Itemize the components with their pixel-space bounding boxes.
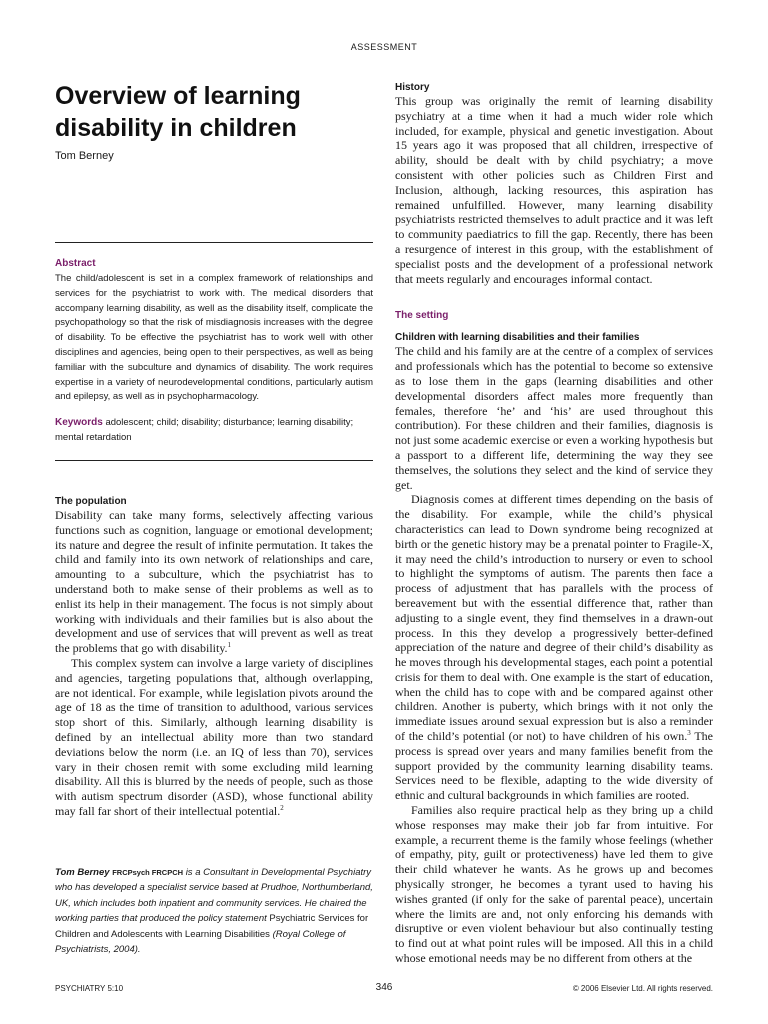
- abstract-block: [55, 258, 373, 446]
- abstract-text: The child/adolescent is set in a complex framework of relationships and services for the psychiatrist to work with. The medical disorders that accompany learning disability, as well as the disability itself, complicate the psychopathology so that the risk of misdiagnosis increases with the degree of disability. To be effective the psychiatrist has to work well with other disciplines and agencies, being open to their perspectives, as well as being familiar with the subculture and dynamics of disability. The work requires expertise in a variety of neurodevelopmental conditions, particularly autism and epilepsy, as well as in psychopharmacology.: [55, 273, 373, 403]
- setting-paragraph-1: The child and his family are at the centre of a complex of services and professionals which has the potential to become so extensive as to lose them in the gaps (learning disabilities and other developmental disorders affect males more frequently than females, therefore ‘he’ and ‘his’ are used throughout this contribution). For these children and their families, diagnosis is not just some academic exercise or even a working hypothesis but a passport to a different life, determining the way they see themselves, the solutions they select and the kind of service they get.: [395, 344, 713, 492]
- abstract-heading: Abstract: [55, 258, 96, 269]
- setting-paragraph-3: Families also require practical help as they bring up a child whose responses may make their job far from intuitive. For example, a recurrent theme is the family whose feelings (whether of empathy, pity, guilt or protectiveness) have led them to give their child whatever he wants. As he grows up and becomes physically stronger, he becomes a tyrant used to having his wishes granted (if only for the sake of parental peace), uncertain where the limits are and, not only enforcing his demands with disruptive or even violent behaviour but also continually testing to find out at what point rules will be imposed. All this in a child whose emotional needs may be no different from others at the: [395, 803, 713, 966]
- author-bio: [55, 865, 373, 957]
- right-column: [395, 82, 713, 966]
- setting-paragraph-2-text-b: The process is spread over years and many families benefit from the support provided by the community learning disability teams. Services need to be flexible, adapting to the wide diversity of ethnic and cultural backgrounds in which families are rooted.: [395, 729, 713, 803]
- article-title: Overview of learning disability in children: [55, 82, 301, 142]
- footer-copyright: © 2006 Elsevier Ltd. All rights reserved.: [572, 984, 713, 993]
- population-heading: The population: [55, 496, 127, 507]
- reference-1: 1: [227, 641, 232, 650]
- bio-text-1: is a Consultant in Developmental Psychiatry who has developed a specialist service based at Prudhoe, Northumberland, UK, which includes both inpatient and community services. He chaired the working parties that produced the policy statement: [55, 867, 373, 925]
- keywords-line: [55, 416, 373, 446]
- population-paragraph-2: [55, 656, 373, 819]
- bio-qualifications: FRCPsych FRCPCH: [112, 868, 184, 877]
- bio-text-2: (Royal College of Psychiatrists, 2004).: [55, 928, 346, 956]
- left-column: [55, 496, 373, 819]
- author-name: Tom Berney: [55, 150, 114, 162]
- page-number: 346: [375, 982, 393, 993]
- setting-paragraph-2: [395, 492, 713, 803]
- abstract-bottom-rule: [55, 460, 373, 461]
- footer-journal: PSYCHIATRY 5:10: [55, 984, 124, 993]
- population-paragraph-1-text: Disability can take many forms, selectively affecting various functions such as cognition, language or emotional development; its nature and degree the result of infinite permutation. It takes the child and family into its own network of relationships and care, amounting to a subculture, which the psychiatrist has to understand both to make sense of their problems as well as to enlist its help in their management. The focus is not simply about working with individuals and their families but is also about the development and use of services that will prevent as well as treat the problems that go with disability.: [55, 508, 373, 656]
- history-paragraph: This group was originally the remit of learning disability psychiatry at a time when it had a much wider role which included, for example, physical and genetic investigation. About 15 years ago it was proposed that all children, irrespective of ability, should be dealt with by child psychiatry; a move consistent with other policies such as Children First and Inclusion, although, lacking resources, this aspiration has remained unfulfilled. However, many learning disability psychiatrists restricted themselves to adult practice and it was left to community paediatrics to fill the gap. Recently, there has been a resurgence of interest in this group, with the establishment of specialist posts and the development of a professional network that meets regularly and encourages informal contact.: [395, 94, 713, 286]
- history-heading: History: [395, 82, 430, 93]
- bio-name: Tom Berney: [55, 867, 110, 878]
- keywords-label: Keywords: [55, 417, 103, 429]
- reference-3: 3: [687, 729, 691, 738]
- keywords-text: adolescent; child; disability; disturbance; learning disability; mental retardation: [55, 417, 354, 443]
- reference-2: 2: [280, 803, 284, 812]
- population-paragraph-2-text: This complex system can involve a large variety of disciplines and agencies, targeting populations that, although overlapping, are not identical. For example, while legislation pivots around the age of 18 as the time of transition to adulthood, various services stop short of this. Similarly, although learning disability is defined by an intellectual ability more than two standard deviations below the norm (i.e. an IQ of less than 70), services vary in their chosen remit with some excluding mild learning disability. All this is blurred by the needs of people, such as those with autism spectrum disorder (ASD), whose functional ability may fall far short of their intellectual potential.: [55, 655, 373, 818]
- setting-heading: The setting: [395, 310, 449, 322]
- running-head: ASSESSMENT: [350, 42, 418, 52]
- population-paragraph-1: [55, 508, 373, 656]
- abstract-top-rule: [55, 242, 373, 243]
- bio-statement-title: Psychiatric Services for Children and Adolescents with Learning Disabilities: [55, 913, 369, 940]
- setting-paragraph-2-text-a: Diagnosis comes at different times depending on the basis of the disability. For example, while the child’s physical characteristics can lead to Down syndrome being recognized at birth or the genetic history may be a prenatal pointer to Fragile-X, it may need the child’s introduction to nursery or even to school to highlight the symptoms of autism. The parents then face a process of adjustment that has parallels with the process of bereavement but with the essential difference that, rather than adjusting to a single event, they find themselves in a drawn-out process. In this they develop a progressively better-defined appreciation of the nature and degree of their child’s disability as he moves through his developmental stages, each point a potential crisis for them to deal with. One example is the start of education, when the child has to cope with and be compared against other children. Another is puberty, which brings with it not only the immediate issues around sexual expression but is also a reminder of the child’s potential (or not) to have children of his own.: [395, 492, 713, 744]
- setting-subheading: Children with learning disabilities and their families: [395, 332, 640, 344]
